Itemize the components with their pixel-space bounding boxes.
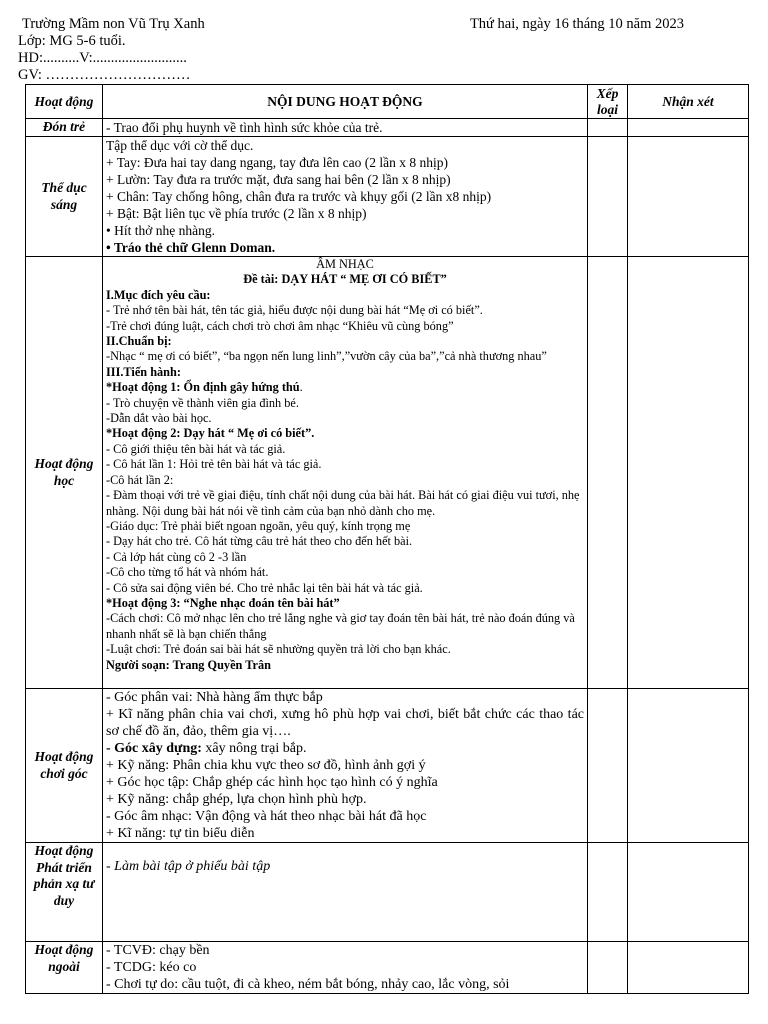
list-item: - Cô hát lần 1: Hỏi trẻ tên bài hát và tác giả. (106, 457, 322, 472)
list-item: - Trò chuyện về thành viên gia đình bé. (106, 395, 299, 410)
content-ngoai-troi (103, 942, 588, 994)
header-rank: Xếp loại (588, 85, 628, 119)
list-item: -Trẻ chơi đúng luật, cách chơi trò chơi âm nhạc “Khiêu vũ cùng bóng” (106, 318, 454, 333)
comment-cell (628, 843, 749, 942)
activity-title (106, 380, 584, 395)
hd-line: HD:..........V:.......................... (18, 50, 187, 66)
list-item: + Tay: Đưa hai tay dang ngang, tay đưa lên cao (2 lần x 8 nhịp) (106, 155, 448, 170)
list-item-bold: • Tráo thẻ chữ Glenn Doman. (106, 240, 276, 255)
list-item: - Chơi tự do: cầu tuột, đi cà kheo, ném bắt bóng, nhảy cao, lắc vòng, sỏi (106, 977, 510, 992)
rank-cell (588, 843, 628, 942)
list-item: • Hít thở nhẹ nhàng. (106, 223, 215, 238)
row-don-tre (26, 119, 749, 137)
content-don-tre (103, 119, 588, 137)
label-the-duc: Thể dục sáng (26, 137, 103, 257)
document-header (18, 16, 698, 84)
teacher-line: GV: ………………………… (18, 67, 191, 83)
comment-cell (628, 689, 749, 843)
list-item: Tập thể dục với cờ thể dục. (106, 138, 254, 153)
list-item (106, 740, 584, 757)
list-item: - TCDG: kéo co (106, 960, 197, 975)
comment-cell (628, 137, 749, 257)
content-the-duc (103, 137, 588, 257)
school-name: Trường Mầm non Vũ Trụ Xanh (22, 16, 205, 32)
list-item: - TCVĐ: chạy bền (106, 943, 210, 958)
list-item: - Góc phân vai: Nhà hàng ẩm thực bắp (106, 690, 323, 705)
list-item: - Làm bài tập ở phiếu bài tập (106, 859, 271, 874)
list-item: + Kĩ năng phân chia vai chơi, xưng hô phù hợp vai chơi, biết bắt chức các thao tác sơ chế đồ ăn, đảo, thêm gia vị…. (106, 707, 584, 739)
class-info: Lớp: MG 5-6 tuổi. (18, 33, 126, 49)
list-item: -Giáo dục: Trẻ phải biết ngoan ngoãn, yêu quý, kính trọng mẹ (106, 518, 411, 533)
list-item: - Dạy hát cho trẻ. Cô hát từng câu trẻ hát theo cho đến hết bài. (106, 534, 413, 549)
list-item: + Lườn: Tay đưa ra trước mặt, đưa sang hai bên (2 lần x 8 nhịp) (106, 172, 451, 187)
list-item: + Kỹ năng: chắp ghép, lựa chọn hình phù hợp. (106, 792, 367, 807)
row-the-duc (26, 137, 749, 257)
row-ngoai-troi (26, 942, 749, 994)
list-item: - Đàm thoại với trẻ về giai điệu, tính chất nội dung của bài hát. Bài hát có giai điệu vui tươi, nhẹ nhàng. Nội dung bài hát nói về tình cảm của bạn nhỏ dành cho mẹ. (106, 488, 580, 518)
document-date: Thứ hai, ngày 16 tháng 10 năm 2023 (469, 16, 684, 32)
author-line: Người soạn: Trang Quyền Trân (106, 657, 271, 672)
row-hoat-dong-hoc (26, 257, 749, 689)
label-hoat-dong-hoc: Hoạt động học (26, 257, 103, 689)
content-tu-duy (103, 843, 588, 942)
rank-cell (588, 137, 628, 257)
rank-cell (588, 689, 628, 843)
list-item: - Trẻ nhớ tên bài hát, tên tác giả, hiểu được nội dung bài hát “Mẹ ơi có biết”. (106, 303, 483, 318)
list-item: + Bật: Bật liên tục về phía trước (2 lần x 8 nhịp) (106, 206, 367, 221)
row-choi-goc (26, 689, 749, 843)
activity-title: *Hoạt động 3: “Nghe nhạc đoán tên bài hát” (106, 595, 340, 610)
subject-title: ÂM NHẠC (316, 257, 374, 271)
list-item: + Góc học tập: Chắp ghép các hình học tạo hình có ý nghĩa (106, 775, 438, 790)
activity-title-text: *Hoạt động 1: Ổn định gây hứng thú (106, 380, 300, 395)
header-content: NỘI DUNG HOẠT ĐỘNG (103, 85, 588, 119)
rank-cell (588, 119, 628, 137)
rank-cell (588, 942, 628, 994)
content-hoat-dong-hoc (103, 257, 588, 689)
list-item: -Luật chơi: Trẻ đoán sai bài hát sẽ nhường quyền trả lời cho bạn khác. (106, 642, 451, 657)
list-item: + Chân: Tay chống hông, chân đưa ra trước và khụy gối (2 lần x8 nhịp) (106, 189, 492, 204)
comment-cell (628, 119, 749, 137)
list-item: - Cô giới thiệu tên bài hát và tác giả. (106, 441, 286, 456)
lesson-plan-table (25, 84, 749, 994)
section-title: II.Chuẩn bị: (106, 334, 172, 349)
corner-detail: xây nông trại bắp. (201, 741, 307, 756)
label-choi-goc: Hoạt động chơi góc (26, 689, 103, 843)
activity-title: *Hoạt động 2: Dạy hát “ Mẹ ơi có biết”. (106, 426, 315, 441)
list-item: - Cô sửa sai động viên bé. Cho trẻ nhắc lại tên bài hát và tác giả. (106, 580, 423, 595)
list-item: - Cả lớp hát cùng cô 2 -3 lần (106, 549, 247, 564)
section-title: I.Mục đích yêu cầu: (106, 287, 211, 302)
list-item: + Kĩ năng: tự tin biểu diễn (106, 826, 255, 841)
corner-name: - Góc xây dựng: (106, 741, 202, 756)
list-item: - Góc âm nhạc: Vận động và hát theo nhạc bài hát đã học (106, 809, 427, 824)
header-activity: Hoạt động (26, 85, 103, 119)
label-don-tre: Đón trẻ (26, 119, 103, 137)
table-header-row (26, 85, 749, 119)
content-choi-goc (103, 689, 588, 843)
activity-title-tail: . (299, 380, 303, 395)
list-item: - Trao đổi phụ huynh về tình hình sức khỏe của trẻ. (106, 120, 383, 135)
list-item: + Kỹ năng: Phân chia khu vực theo sơ đồ, hình ảnh gợi ý (106, 758, 426, 773)
list-item: -Dẫn dắt vào bài học. (106, 411, 212, 426)
list-item: -Cô hát lần 2: (106, 472, 174, 487)
list-item: -Cách chơi: Cô mở nhạc lên cho trẻ lắng nghe và giơ tay đoán tên bài hát, trẻ nào đoán đúng và nhanh nhất sẽ là bạn chiến thắng (106, 611, 575, 641)
topic-title: Đề tài: DẠY HÁT “ MẸ ƠI CÓ BIẾT” (243, 272, 447, 287)
section-title: III.Tiến hành: (106, 364, 181, 379)
label-ngoai-troi: Hoạt động ngoài (26, 942, 103, 994)
row-tu-duy (26, 843, 749, 942)
label-tu-duy: Hoạt động Phát triển phản xạ tư duy (26, 843, 103, 942)
comment-cell (628, 942, 749, 994)
list-item: -Cô cho từng tổ hát và nhóm hát. (106, 565, 269, 580)
rank-cell (588, 257, 628, 689)
list-item: -Nhạc “ mẹ ơi có biết”, “ba ngọn nến lung linh”,”vườn cây của ba”,”cả nhà thương nhau” (106, 349, 547, 364)
comment-cell (628, 257, 749, 689)
header-top-row (18, 16, 698, 33)
header-comment: Nhận xét (628, 85, 749, 119)
